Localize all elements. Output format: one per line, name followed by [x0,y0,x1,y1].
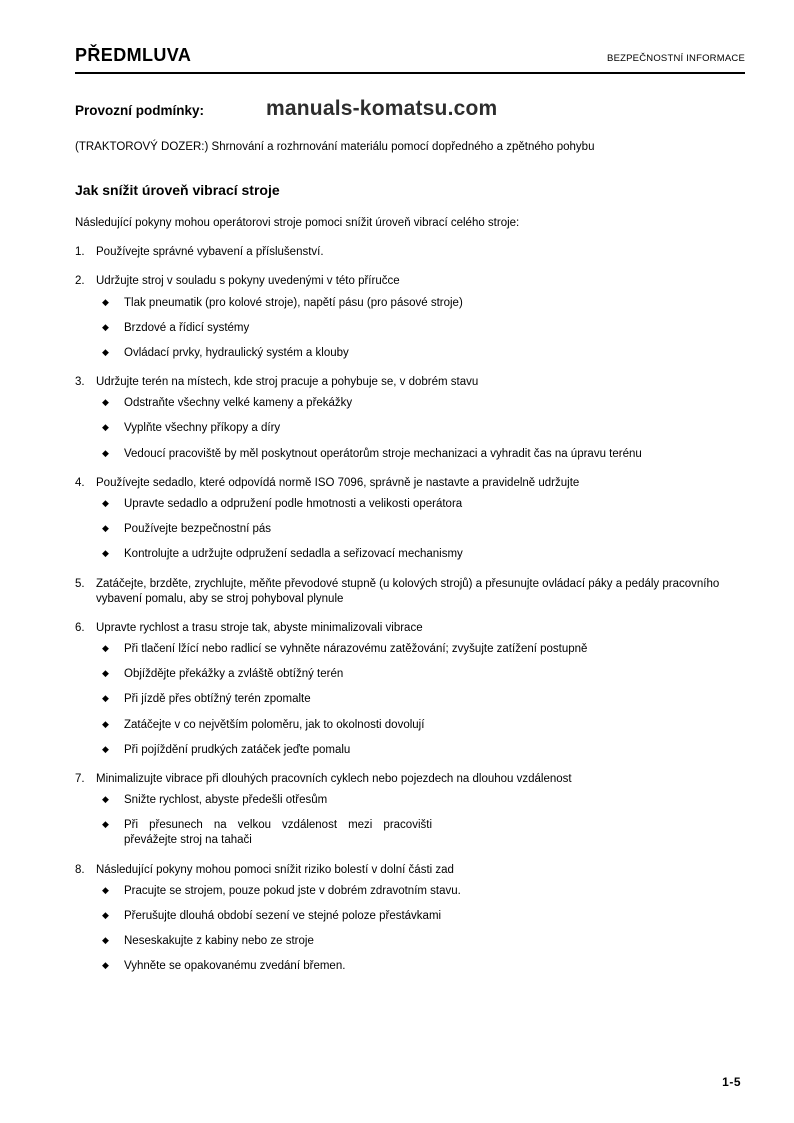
operating-conditions-paragraph: (TRAKTOROVÝ DOZER:) Shrnování a rozhrnování materiálu pomocí dopředného a zpětného pohybu [75,141,595,154]
list-item [75,772,745,849]
list-item-text: Používejte sedadlo, které odpovídá normě ISO 7096, správně je nastavte a pravidelně udržujte [96,476,580,489]
bullet-item [102,447,745,462]
list-item-text: Používejte správné vybavení a příslušenství. [96,246,324,259]
bullet-list [96,396,745,462]
bullet-list [96,884,745,975]
bullet-item [102,818,745,848]
bullet-text: Ovládací prvky, hydraulický systém a klouby [124,346,349,359]
list-item-number: 7. [75,772,85,785]
bullet-item [102,321,745,336]
diamond-bullet-icon: ◆ [102,523,109,534]
bullet-list [96,642,745,758]
watermark-text: manuals-komatsu.com [266,96,498,120]
bullet-item [102,497,745,512]
bullet-text: Vyhněte se opakovanému zvedání břemen. [124,960,346,973]
list-item-text: Udržujte terén na místech, kde stroj pracuje a pohybuje se, v dobrém stavu [96,376,479,389]
bullet-text: Při pojíždění prudkých zatáček jeďte pomalu [124,743,351,756]
bullet-item [102,743,745,758]
bullet-item [102,884,745,899]
list-item-number: 8. [75,863,85,876]
bullet-item [102,396,745,411]
list-item [75,577,745,607]
bullet-text: Při jízdě přes obtížný terén zpomalte [124,693,311,706]
bullet-item [102,959,745,974]
bullet-text: Při přesunech na velkou vzdálenost mezi pracovišti převážejte stroj na tahači [124,819,432,847]
diamond-bullet-icon: ◆ [102,643,109,654]
bullet-text: Používejte bezpečnostní pás [124,523,272,536]
bullet-list [96,497,745,563]
diamond-bullet-icon: ◆ [102,819,109,830]
operating-conditions-heading: Provozní podmínky: [75,102,205,118]
vibration-intro-paragraph: Následující pokyny mohou operátorovi stroje pomoci snížit úroveň vibrací celého stroje: [75,217,520,230]
diamond-bullet-icon: ◆ [102,693,109,704]
bullet-text: Brzdové a řídicí systémy [124,321,250,334]
diamond-bullet-icon: ◆ [102,548,109,559]
list-item [75,245,745,260]
list-item-text: Následující pokyny mohou pomoci snížit riziko bolestí v dolní části zad [96,863,454,876]
bullet-text: Zatáčejte v co největším poloměru, jak to okolnosti dovolují [124,718,425,731]
operating-conditions-row [75,95,745,123]
bullet-text: Kontrolujte a udržujte odpružení sedadla a seřizovací mechanismy [124,548,463,561]
bullet-item [102,421,745,436]
instruction-list [75,245,745,974]
list-item [75,621,745,758]
list-item [75,375,745,462]
bullet-item [102,642,745,657]
list-item [75,274,745,361]
diamond-bullet-icon: ◆ [102,321,109,332]
list-item [75,476,745,563]
list-item-text: Udržujte stroj v souladu s pokyny uvedenými v této příručce [96,275,400,288]
diamond-bullet-icon: ◆ [102,447,109,458]
bullet-item [102,667,745,682]
diamond-bullet-icon: ◆ [102,296,109,307]
list-item-number: 1. [75,246,85,259]
page-number: 1-5 [722,1075,741,1090]
list-item-number: 5. [75,577,85,590]
vibration-section-heading: Jak snížit úroveň vibrací stroje [75,181,280,198]
bullet-text: Snižte rychlost, abyste předešli otřesům [124,794,328,807]
bullet-list [96,793,745,849]
list-item-number: 3. [75,376,85,389]
diamond-bullet-icon: ◆ [102,794,109,805]
list-item [75,863,745,975]
bullet-item [102,909,745,924]
header-section-label: BEZPEČNOSTNÍ INFORMACE [607,53,745,65]
bullet-text: Neseskakujte z kabiny nebo ze stroje [124,935,314,948]
list-item-number: 6. [75,621,85,634]
bullet-text: Přerušujte dlouhá období sezení ve stejné poloze přestávkami [124,909,442,922]
diamond-bullet-icon: ◆ [102,668,109,679]
bullet-list [96,296,745,362]
diamond-bullet-icon: ◆ [102,397,109,408]
diamond-bullet-icon: ◆ [102,935,109,946]
list-item-text: Minimalizujte vibrace při dlouhých pracovních cyklech nebo pojezdech na dlouhou vzdálenost [96,772,572,785]
diamond-bullet-icon: ◆ [102,346,109,357]
bullet-text: Odstraňte všechny velké kameny a překážky [124,397,353,410]
bullet-item [102,934,745,949]
bullet-text: Vyplňte všechny příkopy a díry [124,422,281,435]
diamond-bullet-icon: ◆ [102,498,109,508]
bullet-item [102,547,745,562]
bullet-text: Vedoucí pracoviště by měl poskytnout operátorům stroje mechanizaci a vyhradit čas na úpravu terénu [124,447,642,460]
bullet-text: Tlak pneumatik (pro kolové stroje), napětí pásu (pro pásové stroje) [124,296,463,309]
bullet-text: Při tlačení lžící nebo radlicí se vyhněte nárazovému zatěžování; zvyšujte zatížení postupně [124,643,588,656]
list-item-text: Zatáčejte, brzděte, zrychlujte, měňte převodové stupně (u kolových strojů) a přesunujte ovládací páky a pedály pracovního vybavení pomalu, aby se stroj pohyboval plynule [96,577,720,605]
diamond-bullet-icon: ◆ [102,743,109,754]
list-item-text: Upravte rychlost a trasu stroje tak, abyste minimalizovali vibrace [96,621,423,634]
bullet-item [102,296,745,311]
bullet-item [102,346,745,361]
diamond-bullet-icon: ◆ [102,718,109,729]
diamond-bullet-icon: ◆ [102,909,109,920]
diamond-bullet-icon: ◆ [102,960,109,971]
page-title: PŘEDMLUVA [75,45,192,65]
list-item-number: 2. [75,275,85,288]
bullet-item [102,692,745,707]
diamond-bullet-icon: ◆ [102,422,109,433]
bullet-item [102,793,745,808]
bullet-text: Upravte sedadlo a odpružení podle hmotnosti a velikosti operátora [124,498,463,510]
bullet-item [102,522,745,537]
bullet-text: Pracujte se strojem, pouze pokud jste v dobrém zdravotním stavu. [124,884,461,897]
bullet-text: Objíždějte překážky a zvláště obtížný terén [124,668,344,681]
diamond-bullet-icon: ◆ [102,884,109,895]
bullet-item [102,718,745,733]
page-header [75,44,745,74]
list-item-number: 4. [75,476,85,489]
